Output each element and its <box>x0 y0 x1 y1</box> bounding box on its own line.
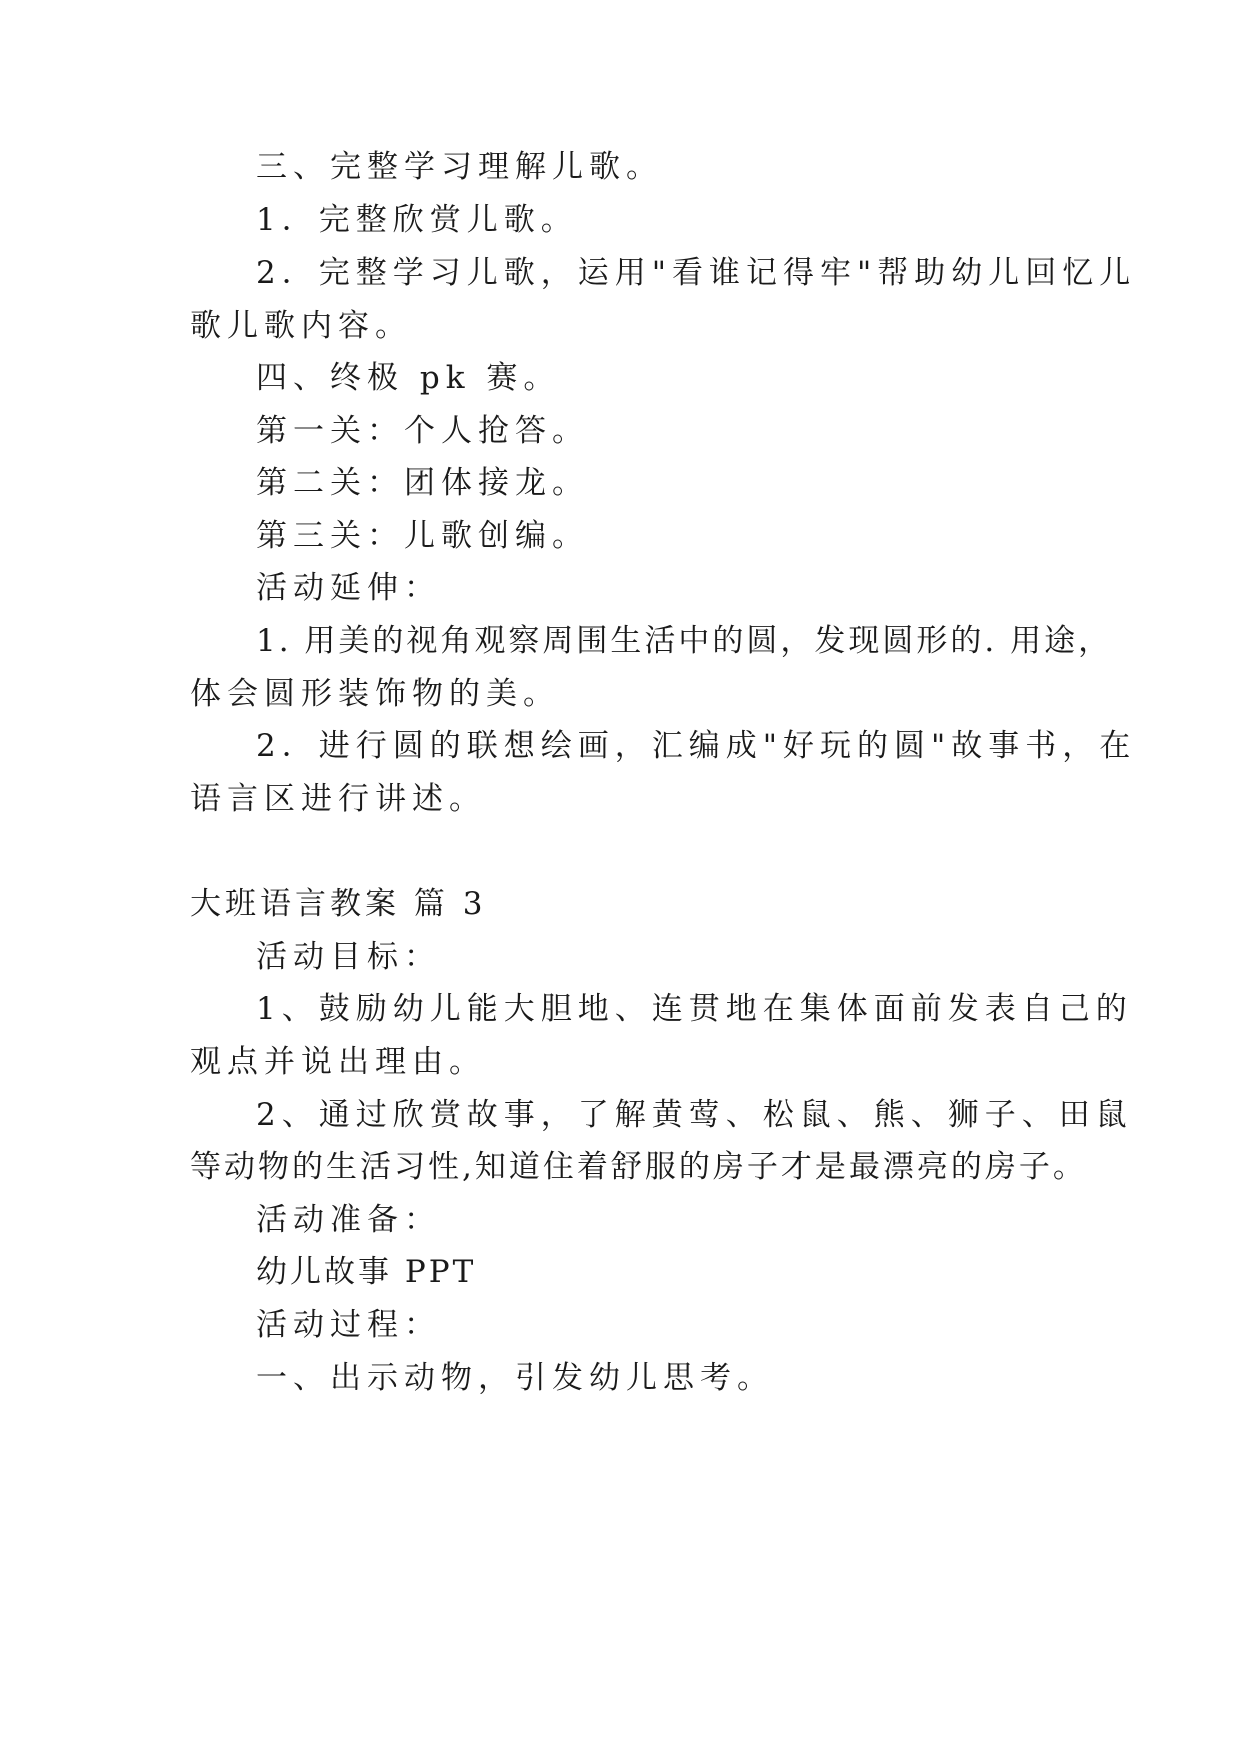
paragraph: 幼儿故事 PPT <box>256 1254 477 1290</box>
paragraph-continuation: 等动物的生活习性,知道住着舒服的房子才是最漂亮的房子。 <box>190 1149 1087 1185</box>
paragraph: 2．进行圆的联想绘画，汇编成"好玩的圆"故事书，在 <box>256 728 1137 764</box>
paragraph-continuation: 体会圆形装饰物的美。 <box>190 676 560 712</box>
paragraph-continuation: 歌儿歌内容。 <box>190 308 412 344</box>
paragraph-continuation: 观点并说出理由。 <box>190 1044 486 1080</box>
paragraph: 1. 用美的视角观察周围生活中的圆，发现圆形的. 用途， <box>256 623 1113 659</box>
paragraph-continuation: 语言区进行讲述。 <box>190 781 486 817</box>
paragraph: 第三关：儿歌创编。 <box>256 518 589 554</box>
section-heading: 活动目标： <box>256 939 441 975</box>
paragraph: 一、出示动物，引发幼儿思考。 <box>256 1360 774 1396</box>
section-heading: 活动准备： <box>256 1202 441 1238</box>
paragraph: 1、鼓励幼儿能大胆地、连贯地在集体面前发表自己的 <box>256 991 1133 1027</box>
section-heading: 活动过程： <box>256 1307 441 1343</box>
section-heading: 活动延伸： <box>256 570 441 606</box>
section-heading: 三、完整学习理解儿歌。 <box>256 149 663 185</box>
paragraph: 2、通过欣赏故事，了解黄莺、松鼠、熊、狮子、田鼠 <box>256 1097 1133 1133</box>
page-title: 大班语言教案 篇 3 <box>190 886 487 922</box>
paragraph: 2．完整学习儿歌，运用"看谁记得牢"帮助幼儿回忆儿 <box>256 255 1137 291</box>
section-heading: 四、终极 pk 赛。 <box>256 360 561 396</box>
paragraph: 第一关：个人抢答。 <box>256 413 589 449</box>
paragraph: 1．完整欣赏儿歌。 <box>256 202 578 238</box>
paragraph: 第二关：团体接龙。 <box>256 465 589 501</box>
